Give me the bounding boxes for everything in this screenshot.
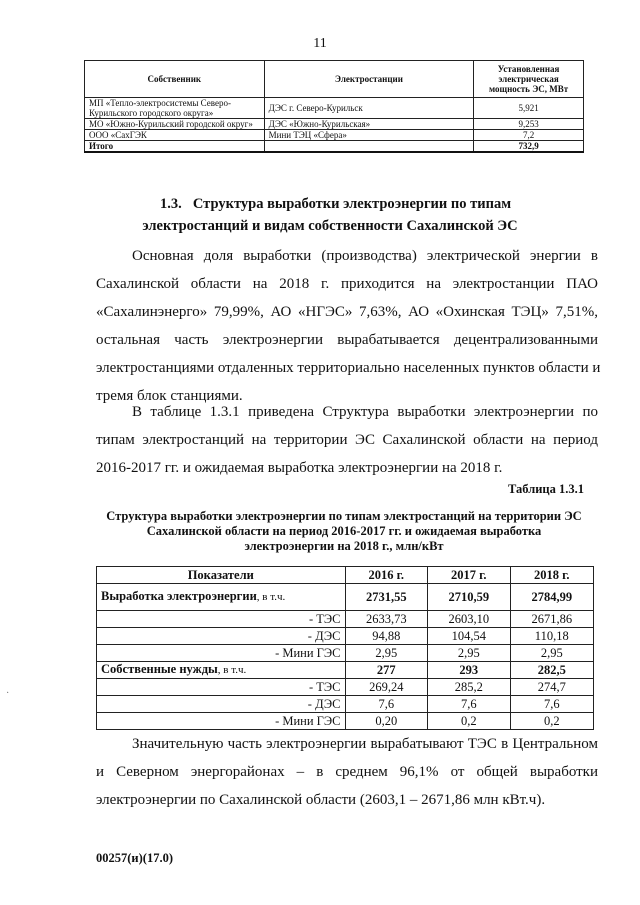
row-label: - Мини ГЭС <box>97 713 346 730</box>
value-2018: 2671,86 <box>510 611 594 628</box>
table-row <box>97 713 594 730</box>
row-label: - ДЭС <box>97 696 346 713</box>
value-2017: 285,2 <box>428 679 511 696</box>
table-row <box>97 645 594 662</box>
paragraph-line: Сахалинской области на 2018 г. приходится на электростанции ПАО <box>96 276 598 292</box>
table-title-line: Структура выработки электроэнергии по типам электростанций на территории ЭС <box>106 509 582 523</box>
gen-header-2017: 2017 г. <box>428 567 511 584</box>
table-row <box>97 611 594 628</box>
power-cell: 5,921 <box>474 98 584 119</box>
value-2016: 269,24 <box>345 679 428 696</box>
row-label: - Мини ГЭС <box>97 645 346 662</box>
value-2017: 0,2 <box>428 713 511 730</box>
paragraph-line: электроэнергии по Сахалинской области (2603,1 – 2671,86 млн кВт.ч). <box>96 792 546 808</box>
row-label: - ДЭС <box>97 628 346 645</box>
value-2016: 94,88 <box>345 628 428 645</box>
paragraph-line: «Сахалинэнерго» 79,99%, АО «НГЭС» 7,63%, АО «Охинская ТЭЦ» 7,51%, <box>96 304 598 320</box>
value-2016: 2,95 <box>345 645 428 662</box>
table-caption: Таблица 1.3.1 <box>507 482 584 496</box>
owner-cell: ООО «СахГЭК <box>85 130 265 141</box>
power-cell: 7,2 <box>474 130 584 141</box>
table-row <box>97 584 594 611</box>
paragraph-line: остальная часть электроэнергии вырабатывается децентрализованными <box>96 332 598 348</box>
value-2018: 282,5 <box>510 662 594 679</box>
value-2017: 2,95 <box>428 645 511 662</box>
value-2016: 0,20 <box>345 713 428 730</box>
owners-header-stations: Электростанции <box>264 61 474 98</box>
value-2016: 7,6 <box>345 696 428 713</box>
table-title-line: электроэнергии на 2018 г., млн/кВт <box>244 539 444 553</box>
owners-header-owner: Собственник <box>85 61 265 98</box>
value-2017: 2603,10 <box>428 611 511 628</box>
owners-header-power: Установленная электрическая мощность ЭС, МВт <box>474 61 584 98</box>
owners-table <box>84 60 584 153</box>
footer-code: 00257(и)(17.0) <box>96 851 173 865</box>
total-value: 732,9 <box>474 141 584 153</box>
row-label: Выработка электроэнергии, в т.ч. <box>97 584 346 611</box>
generation-table-header <box>97 567 594 584</box>
page-number: 11 <box>313 36 327 51</box>
paragraph-3 <box>96 730 598 814</box>
table-row <box>97 696 594 713</box>
station-cell: ДЭС г. Северо-Курильск <box>264 98 474 119</box>
value-2017: 104,54 <box>428 628 511 645</box>
owners-total-row <box>85 141 584 153</box>
row-label: - ТЭС <box>97 611 346 628</box>
gen-header-indicator: Показатели <box>97 567 346 584</box>
table-row <box>85 119 584 130</box>
section-title-line1: Структура выработки электроэнергии по типам <box>192 196 512 212</box>
paragraph-line: типам электростанций на территории ЭС Сахалинской области на период <box>96 432 598 448</box>
owner-cell: МО «Южно-Курильский городской округ» <box>85 119 265 130</box>
paragraph-line: тремя блок станциями. <box>96 388 243 404</box>
paragraph-line: 2016-2017 гг. и ожидаемая выработка электроэнергии на 2018 г. <box>96 460 503 476</box>
value-2017: 293 <box>428 662 511 679</box>
station-cell: ДЭС «Южно-Курильская» <box>264 119 474 130</box>
value-2018: 0,2 <box>510 713 594 730</box>
table-row <box>85 130 584 141</box>
table-row <box>85 98 584 119</box>
value-2016: 277 <box>345 662 428 679</box>
value-2018: 2,95 <box>510 645 594 662</box>
value-2018: 274,7 <box>510 679 594 696</box>
station-cell: Мини ТЭЦ «Сфера» <box>264 130 474 141</box>
power-cell: 9,253 <box>474 119 584 130</box>
table-title <box>92 509 596 554</box>
value-2017: 7,6 <box>428 696 511 713</box>
table-title-line: Сахалинской области на период 2016-2017 гг. и ожидаемая выработка <box>146 524 542 538</box>
generation-table <box>96 566 594 730</box>
section-title-line2: электростанций и видам собственности Сахалинской ЭС <box>142 218 518 234</box>
paragraph-line: Значительную часть электроэнергии вырабатывают ТЭС в Центральном <box>132 736 598 752</box>
value-2017: 2710,59 <box>428 584 511 611</box>
row-label: Собственные нужды, в т.ч. <box>97 662 346 679</box>
value-2018: 2784,99 <box>510 584 594 611</box>
table-row <box>97 628 594 645</box>
value-2016: 2633,73 <box>345 611 428 628</box>
owner-cell: МП «Тепло-электросистемы Северо-Курильского городского округа» <box>85 98 265 119</box>
section-number: 1.3. <box>160 196 182 212</box>
paragraph-line: электростанциями отдаленных территориально населенных пунктов области и <box>96 360 601 376</box>
row-label: - ТЭС <box>97 679 346 696</box>
table-row <box>97 662 594 679</box>
section-heading <box>100 193 560 237</box>
paragraph-line: и Северном энергорайонах – в среднем 96,1% от общей выработки <box>96 764 598 780</box>
value-2018: 7,6 <box>510 696 594 713</box>
total-label: Итого <box>85 141 265 153</box>
paragraph-2 <box>96 398 598 482</box>
gen-header-2016: 2016 г. <box>345 567 428 584</box>
owners-table-header <box>85 61 584 98</box>
paragraph-line: В таблице 1.3.1 приведена Структура выработки электроэнергии по <box>132 404 598 420</box>
margin-mark: · <box>6 688 10 699</box>
paragraph-line: Основная доля выработки (производства) электрической энергии в <box>132 248 598 264</box>
value-2016: 2731,55 <box>345 584 428 611</box>
total-empty <box>264 141 474 153</box>
value-2018: 110,18 <box>510 628 594 645</box>
paragraph-1 <box>96 242 601 410</box>
gen-header-2018: 2018 г. <box>510 567 594 584</box>
table-row <box>97 679 594 696</box>
